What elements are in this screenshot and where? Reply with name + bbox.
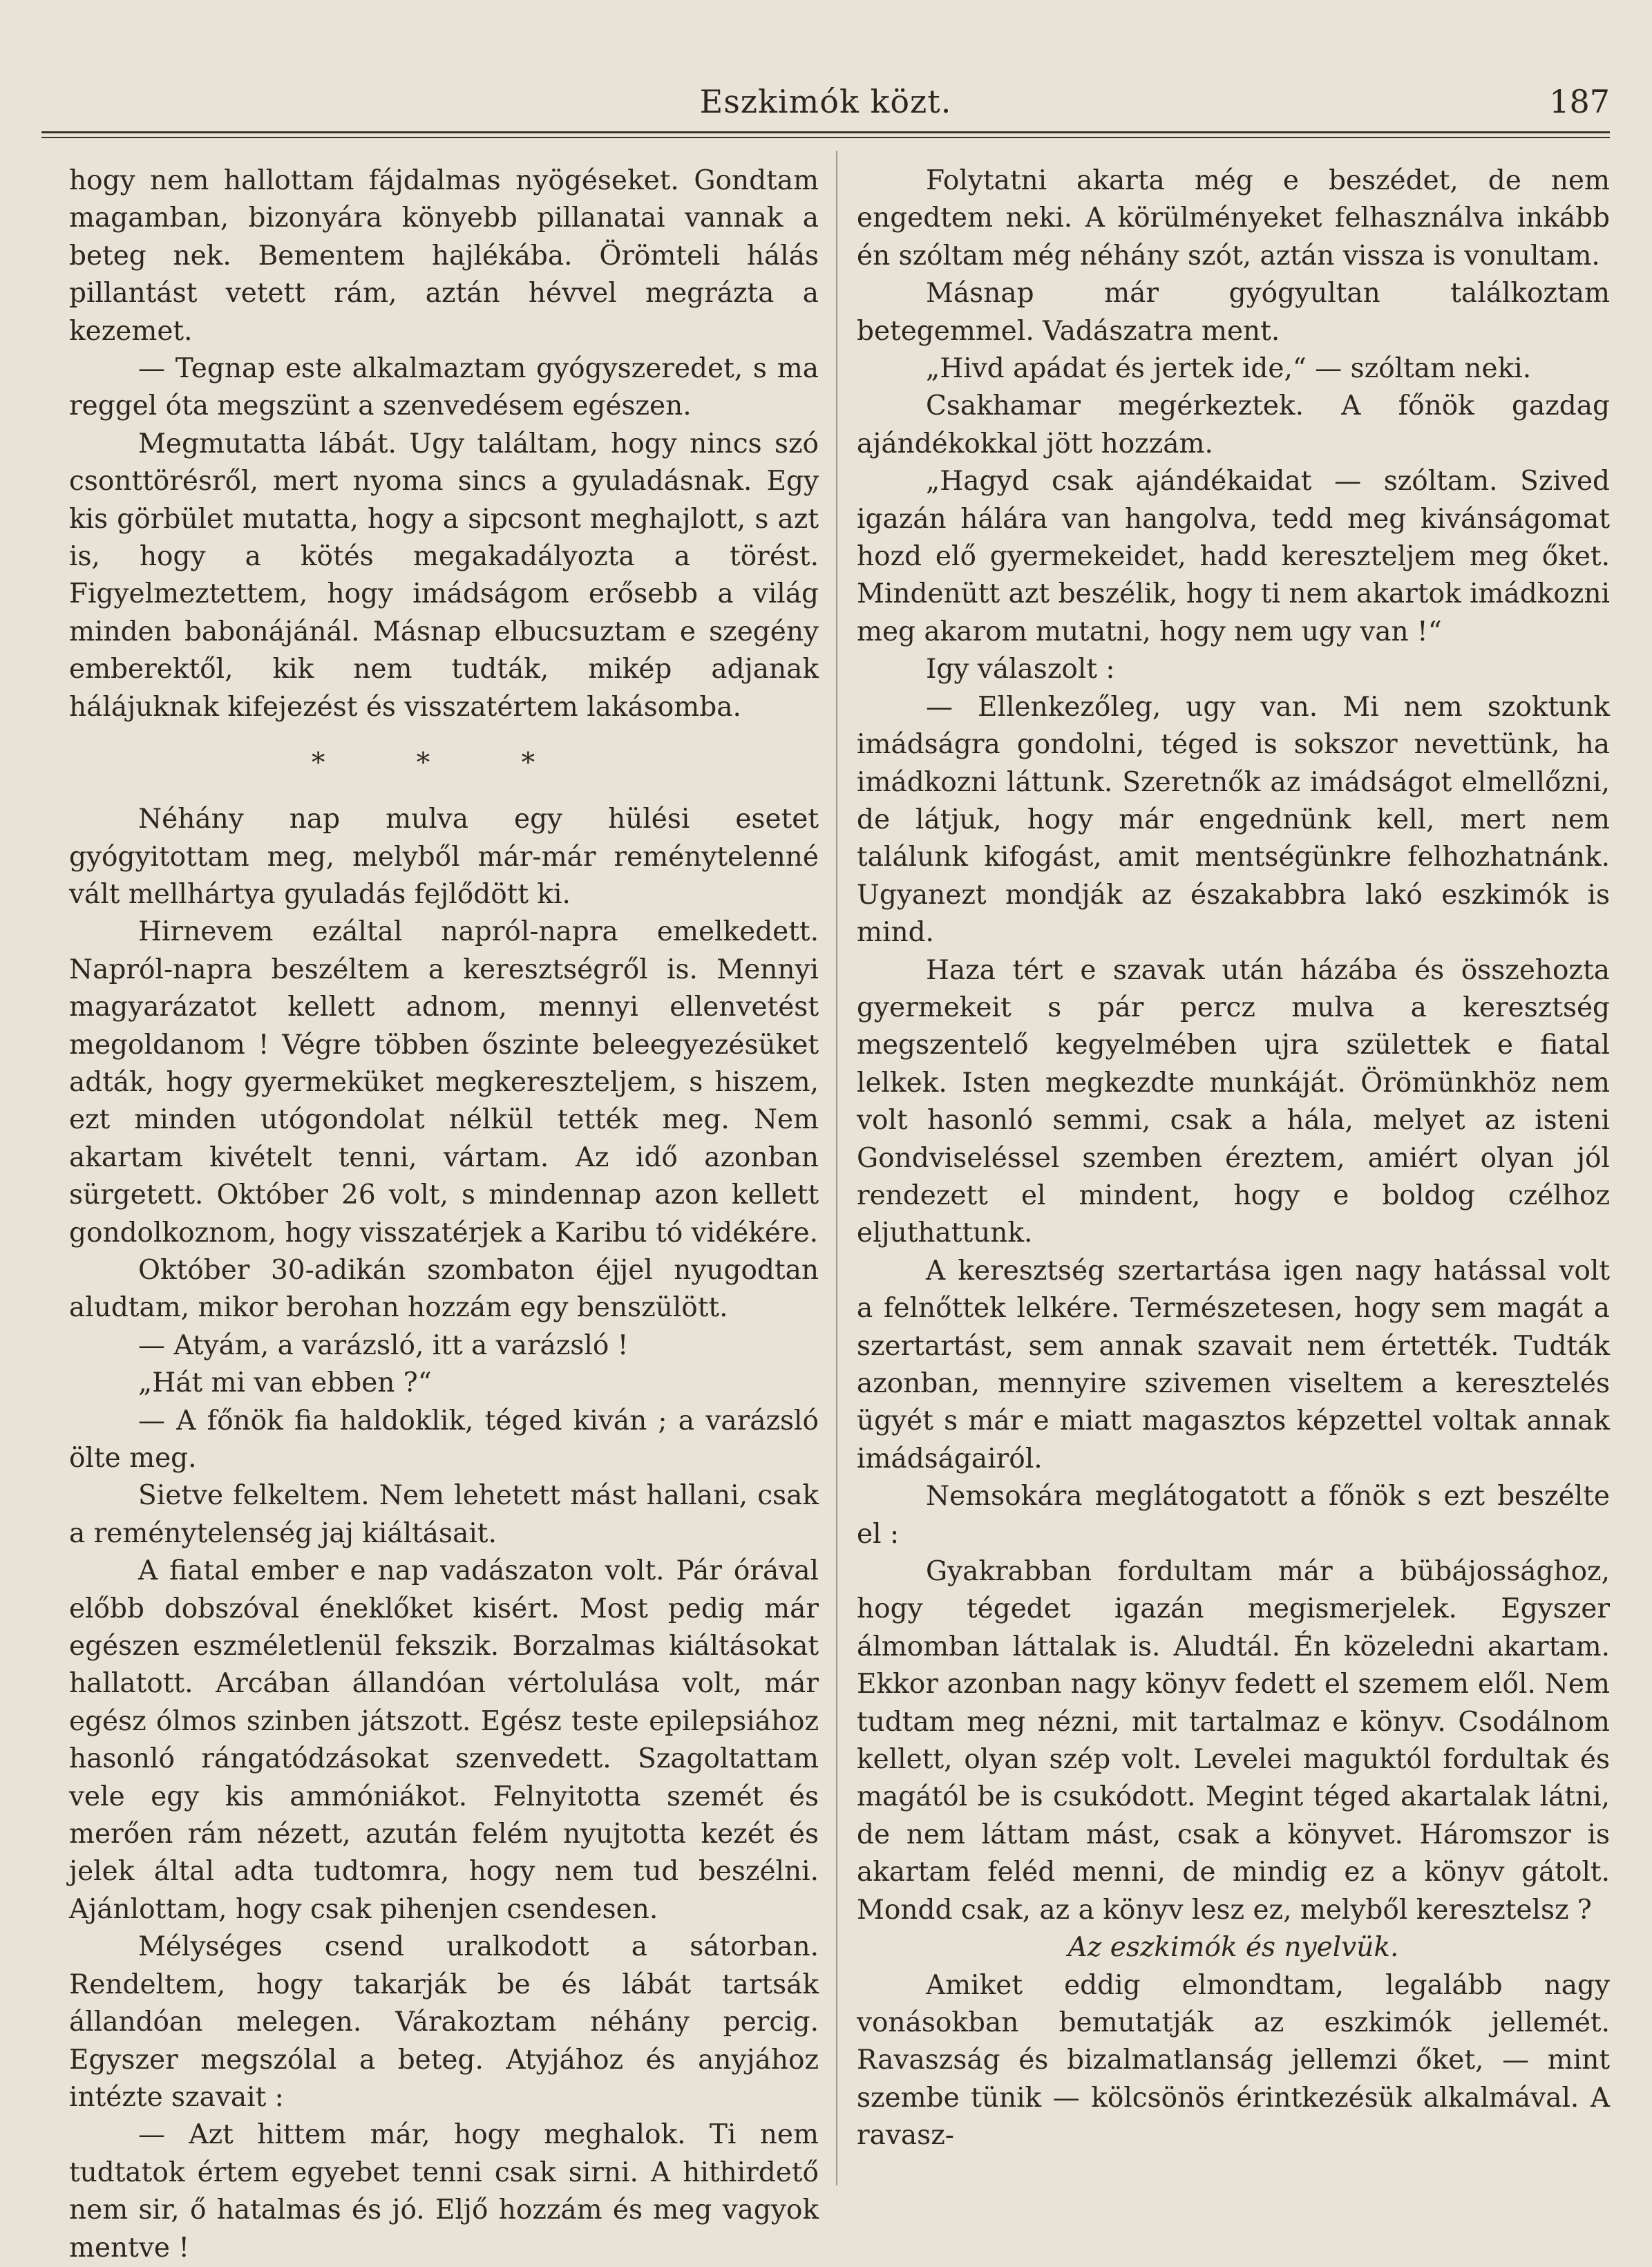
paragraph: Néhány nap mulva egy hülési esetet gyógyitottam meg, melyből már-már reménytelenné vált mellhártya gyuladás fejlődött ki. — [69, 804, 819, 910]
header-rule-top — [41, 131, 1610, 133]
paragraph: „Hát mi van ebben ?“ — [138, 1367, 432, 1399]
paragraph: Gyakrabban fordultam már a bübájossághoz, hogy tégedet igazán megismerjelek. Egyszer álmomban láttalak is. Aludtál. Én közeledni akartam. Ekkor azonban nagy könyv fedett el szemem elől. Nem tudtam meg nézni, mit tartalmaz e könyv. Csodálnom kellett, olyan szép volt. Levelei maguktól fordultak és magától be is csukódott. Megint téged akartalak látni, de nem láttam mást, csak a könyvet. Háromszor is akartam feléd menni, de mindig ez a könyv gátolt. Mondd csak, az a könyv lesz ez, melyből keresztelsz ? — [857, 1556, 1610, 1926]
running-title: Eszkimók közt. — [699, 83, 952, 120]
paragraph: Október 30-adikán szombaton éjjel nyugodtan aludtam, mikor berohan hozzám egy benszülött. — [69, 1254, 819, 1324]
paragraph: Amiket eddig elmondtam, legalább nagy vonásokban bemutatják az eszkimók jellemét. Ravaszság és bizalmatlanság jellemzi őket, — mint szembe tünik — kölcsönös érintkezésük alkalmával. A ravasz- — [857, 1969, 1610, 2152]
paragraph: Csakhamar megérkeztek. A főnök gazdag ajándékokkal jött hozzám. — [857, 390, 1610, 459]
paragraph: Igy válaszolt : — [926, 654, 1115, 685]
page-number: 187 — [1549, 83, 1610, 120]
column-divider — [836, 151, 837, 2185]
running-header — [41, 83, 1610, 131]
paragraph: — Tegnap este alkalmaztam gyógyszeredet, s ma reggel óta megszünt a szenvedésem egészen. — [69, 353, 819, 422]
paragraph: Sietve felkeltem. Nem lehetett mást hallani, csak a reménytelenség jaj kiáltásait. — [69, 1480, 819, 1549]
paragraph: Haza tért e szavak után házába és összehozta gyermekeit s pár percz mulva a keresztség megszentelő kegyelmében ujra születtek e fiatal lelkek. Isten megkezdte munkáját. Örömünkhöz nem volt hasonló semmi, csak a hála, melyet az isteni Gondviseléssel szemben éreztem, amiért olyan jól rendezett el mindent, hogy e boldog czélhoz eljuthattunk. — [857, 954, 1610, 1249]
paragraph: hogy nem hallottam fájdalmas nyögéseket. Gondtam magamban, bizonyára könyebb pillanatai vannak a beteg nek. Bementem hajlékába. Örömteli hálás pillantást vetett rám, aztán hévvel megrázta a kezemet. — [69, 165, 819, 347]
paragraph: — A főnök fia haldoklik, téged kiván ; a varázsló ölte meg. — [69, 1405, 819, 1474]
left-column — [69, 162, 819, 2267]
paragraph: „Hagyd csak ajándékaidat — szóltam. Szived igazán hálára van hangolva, tedd meg kivánságomat hozd elő gyermekeidet, hadd kereszteljem meg őket. Mindenütt azt beszélik, hogy ti nem akartok imádkozni meg akarom mutatni, hogy nem ugy van !“ — [857, 466, 1610, 647]
paragraph: Nemsokára meglátogatott a főnök s ezt beszélte el : — [857, 1481, 1610, 1550]
paragraph: — Azt hittem már, hogy meghalok. Ti nem tudtatok értem egyebet tenni csak sirni. A hithirdető nem sir, ő hatalmas és jó. Eljő hozzám és meg vagyok mentve ! — [69, 2119, 819, 2264]
paragraph: A keresztség szertartása igen nagy hatással volt a felnőttek lelkére. Természetesen, hogy sem magát a szertartást, sem annak szavait nem értették. Tudták azonban, mennyire szivemen viseltem a keresztelés ügyét s már e miatt magasztos képzettel voltak annak imádságairól. — [857, 1255, 1610, 1474]
paragraph: „Hivd apádat és jertek ide,“ — szóltam neki. — [926, 353, 1532, 385]
paragraph: Hirnevem ezáltal napról-napra emelkedett. Napról-napra beszéltem a keresztségről is. Mennyi magyarázatot kellett adnom, mennyi ellenvetést megoldanom ! Végre többen őszinte beleegyezésüket adták, hogy gyermeküket megkereszteljem, s hiszem, ezt minden utógondolat nélkül tették meg. Nem akartam kivételt tenni, vártam. Az idő azonban sürgetett. Október 26 volt, s mindennap azon kellett gondolkoznom, hogy visszatérjek a Karibu tó vidékére. — [69, 916, 819, 1249]
section-break-asterisks: * * * — [311, 748, 577, 779]
section-heading: Az eszkimók és nyelvük. — [1067, 1932, 1399, 1964]
header-rule-bottom — [41, 137, 1610, 138]
paragraph: Mélységes csend uralkodott a sátorban. Rendeltem, hogy takarják be és lábát tartsák állandóan melegen. Várakoztam néhány percig. Egyszer megszólal a beteg. Atyjához és anyjához intézte szavait : — [69, 1931, 819, 2113]
right-column — [857, 162, 1610, 2155]
paragraph: — Ellenkezőleg, ugy van. Mi nem szoktunk imádságra gondolni, téged is sokszor nevettünk, ha imádkozni láttunk. Szeretnők az imádságot elmellőzni, de látjuk, hogy már engednünk kell, mert nem találunk kifogást, amit mentségünkre felhozhatnánk. Ugyanezt mondják az északabbra lakó eszkimók is mind. — [857, 691, 1610, 949]
paragraph: Folytatni akarta még e beszédet, de nem engedtem neki. A körülményeket felhasználva inkább én szóltam még néhány szót, aztán vissza is vonultam. — [857, 165, 1610, 272]
paragraph: Megmutatta lábát. Ugy találtam, hogy nincs szó csonttörésről, mert nyoma sincs a gyuladásnak. Egy kis görbület mutatta, hogy a sipcsont meghajlott, s azt is, hogy a kötés megakadályozta a törést. Figyelmeztettem, hogy imádságom erősebb a világ minden babonájánál. Másnap elbucsuztam e szegény emberektől, kik nem tudták, mikép adjanak hálájuknak kifejezést és visszatértem lakásomba. — [69, 428, 819, 723]
paragraph: — Atyám, a varázsló, itt a varázsló ! — [138, 1329, 629, 1361]
paragraph: A fiatal ember e nap vadászaton volt. Pár órával előbb dobszóval éneklőket kisért. Most pedig már egészen eszméletlenül fekszik. Borzalmas kiáltásokat hallatott. Arcában állandóan vértolulása volt, már egész ólmos szinben játszott. Egész teste epilepsiához hasonló rángatódzásokat szenvedett. Szagoltattam vele egy kis ammóniákot. Felnyitotta szemét és merően rám nézett, azután felém nyujtotta kezét és jelek által adta tudtomra, hogy nem tud beszélni. Ajánlottam, hogy csak pihenjen csendesen. — [69, 1555, 819, 1925]
paragraph: Másnap már gyógyultan találkoztam betegemmel. Vadászatra ment. — [857, 278, 1610, 347]
